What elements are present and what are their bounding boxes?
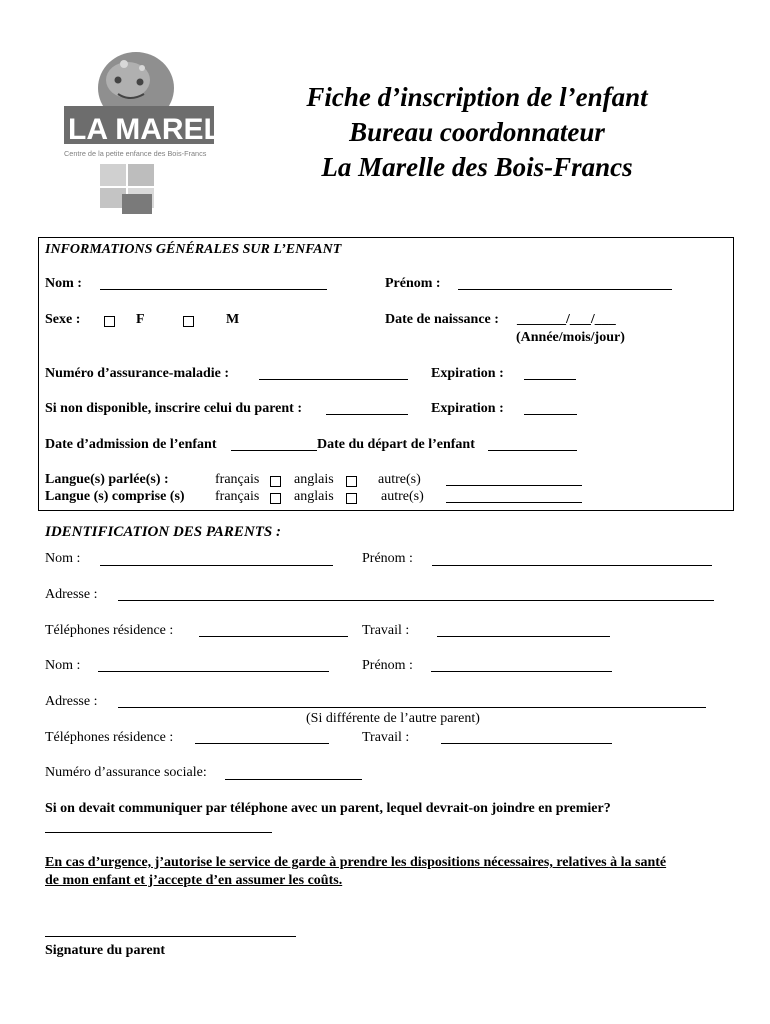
- parent2-tel-label: Téléphones résidence :: [45, 730, 174, 745]
- signature-field[interactable]: [45, 936, 296, 937]
- parlee-anglais-label: anglais: [294, 472, 334, 487]
- parent1-adresse-field[interactable]: [118, 600, 714, 601]
- logo-subtitle-text: Centre de la petite enfance des Bois-Francs: [64, 149, 207, 158]
- parlee-autres-field[interactable]: [446, 485, 582, 486]
- urgence-line-2: de mon enfant et j’accepte d’en assumer les coûts.: [45, 873, 343, 888]
- ram-label: Numéro d’assurance-maladie :: [45, 366, 230, 381]
- parent2-travail-label: Travail :: [362, 730, 410, 745]
- urgence-line-1: En cas d’urgence, j’autorise le service de garde à prendre les dispositions nécessaires, relatives à la santé: [45, 855, 667, 870]
- langue-parlee-label: Langue(s) parlée(s) :: [45, 472, 169, 487]
- child-nom-label: Nom :: [45, 276, 82, 291]
- parent1-travail-field[interactable]: [437, 636, 610, 637]
- logo-brand-text: LA MARELLE: [68, 113, 261, 146]
- child-prenom-field[interactable]: [458, 289, 672, 290]
- child-nom-field[interactable]: [100, 289, 327, 290]
- sexe-m-label: M: [226, 312, 240, 327]
- sexe-f-label: F: [136, 312, 145, 327]
- title-line-1: Fiche d’inscription de l’enfant: [306, 82, 648, 112]
- la-marelle-logo: [60, 46, 261, 216]
- parent2-adresse-label: Adresse :: [45, 694, 98, 709]
- contact-question: Si on devait communiquer par téléphone avec un parent, lequel devrait-on joindre en premier?: [45, 801, 611, 816]
- parent1-prenom-label: Prénom :: [362, 551, 413, 566]
- parlee-francais-checkbox[interactable]: [270, 476, 281, 487]
- naissance-field[interactable]: _______/___/___: [517, 312, 616, 327]
- title-line-3: La Marelle des Bois-Francs: [321, 152, 633, 182]
- nas-field[interactable]: [225, 779, 362, 780]
- parents-section-title: IDENTIFICATION DES PARENTS :: [45, 524, 282, 540]
- parent-ram-field[interactable]: [326, 414, 408, 415]
- parent2-adresse-note: (Si différente de l’autre parent): [306, 711, 480, 726]
- naissance-label: Date de naissance :: [385, 312, 499, 327]
- comprise-autres-field[interactable]: [446, 502, 582, 503]
- signature-label: Signature du parent: [45, 943, 166, 958]
- parent1-travail-label: Travail :: [362, 623, 410, 638]
- child-section-title: INFORMATIONS GÉNÉRALES SUR L’ENFANT: [45, 242, 342, 257]
- parent2-travail-field[interactable]: [441, 743, 612, 744]
- parent2-nom-label: Nom :: [45, 658, 81, 673]
- parent2-tel-field[interactable]: [195, 743, 329, 744]
- depart-label: Date du départ de l’enfant: [317, 437, 475, 452]
- contact-answer-field[interactable]: [45, 832, 272, 833]
- parlee-autres-label: autre(s): [378, 472, 421, 487]
- parent1-adresse-label: Adresse :: [45, 587, 98, 602]
- admission-label: Date d’admission de l’enfant: [45, 437, 217, 452]
- parent-ram-expiration-label: Expiration :: [431, 401, 504, 416]
- parent2-prenom-field[interactable]: [431, 671, 612, 672]
- parent1-tel-field[interactable]: [199, 636, 348, 637]
- comprise-autres-label: autre(s): [381, 489, 424, 504]
- ram-expiration-label: Expiration :: [431, 366, 504, 381]
- parlee-francais-label: français: [215, 472, 260, 487]
- ram-field[interactable]: [259, 379, 408, 380]
- parent1-nom-field[interactable]: [100, 565, 333, 566]
- child-prenom-label: Prénom :: [385, 276, 441, 291]
- parent1-prenom-field[interactable]: [432, 565, 712, 566]
- comprise-francais-checkbox[interactable]: [270, 493, 281, 504]
- admission-field[interactable]: [231, 450, 317, 451]
- comprise-francais-label: français: [215, 489, 260, 504]
- title-line-2: Bureau coordonnateur: [349, 117, 605, 147]
- langue-comprise-label: Langue (s) comprise (s): [45, 489, 185, 504]
- parlee-anglais-checkbox[interactable]: [346, 476, 357, 487]
- sexe-m-checkbox[interactable]: [183, 316, 194, 327]
- comprise-anglais-label: anglais: [294, 489, 334, 504]
- parent-ram-label: Si non disponible, inscrire celui du parent :: [45, 401, 302, 416]
- parent2-nom-field[interactable]: [98, 671, 329, 672]
- parent1-nom-label: Nom :: [45, 551, 81, 566]
- comprise-anglais-checkbox[interactable]: [346, 493, 357, 504]
- sexe-label: Sexe :: [45, 312, 81, 327]
- nas-label: Numéro d’assurance sociale:: [45, 765, 207, 780]
- parent2-prenom-label: Prénom :: [362, 658, 413, 673]
- naissance-format: (Année/mois/jour): [516, 330, 625, 345]
- parent1-tel-label: Téléphones résidence :: [45, 623, 174, 638]
- ram-expiration-field[interactable]: [524, 379, 576, 380]
- parent2-adresse-field[interactable]: [118, 707, 706, 708]
- depart-field[interactable]: [488, 450, 577, 451]
- form-title: [282, 80, 672, 185]
- parent-ram-expiration-field[interactable]: [524, 414, 577, 415]
- sexe-f-checkbox[interactable]: [104, 316, 115, 327]
